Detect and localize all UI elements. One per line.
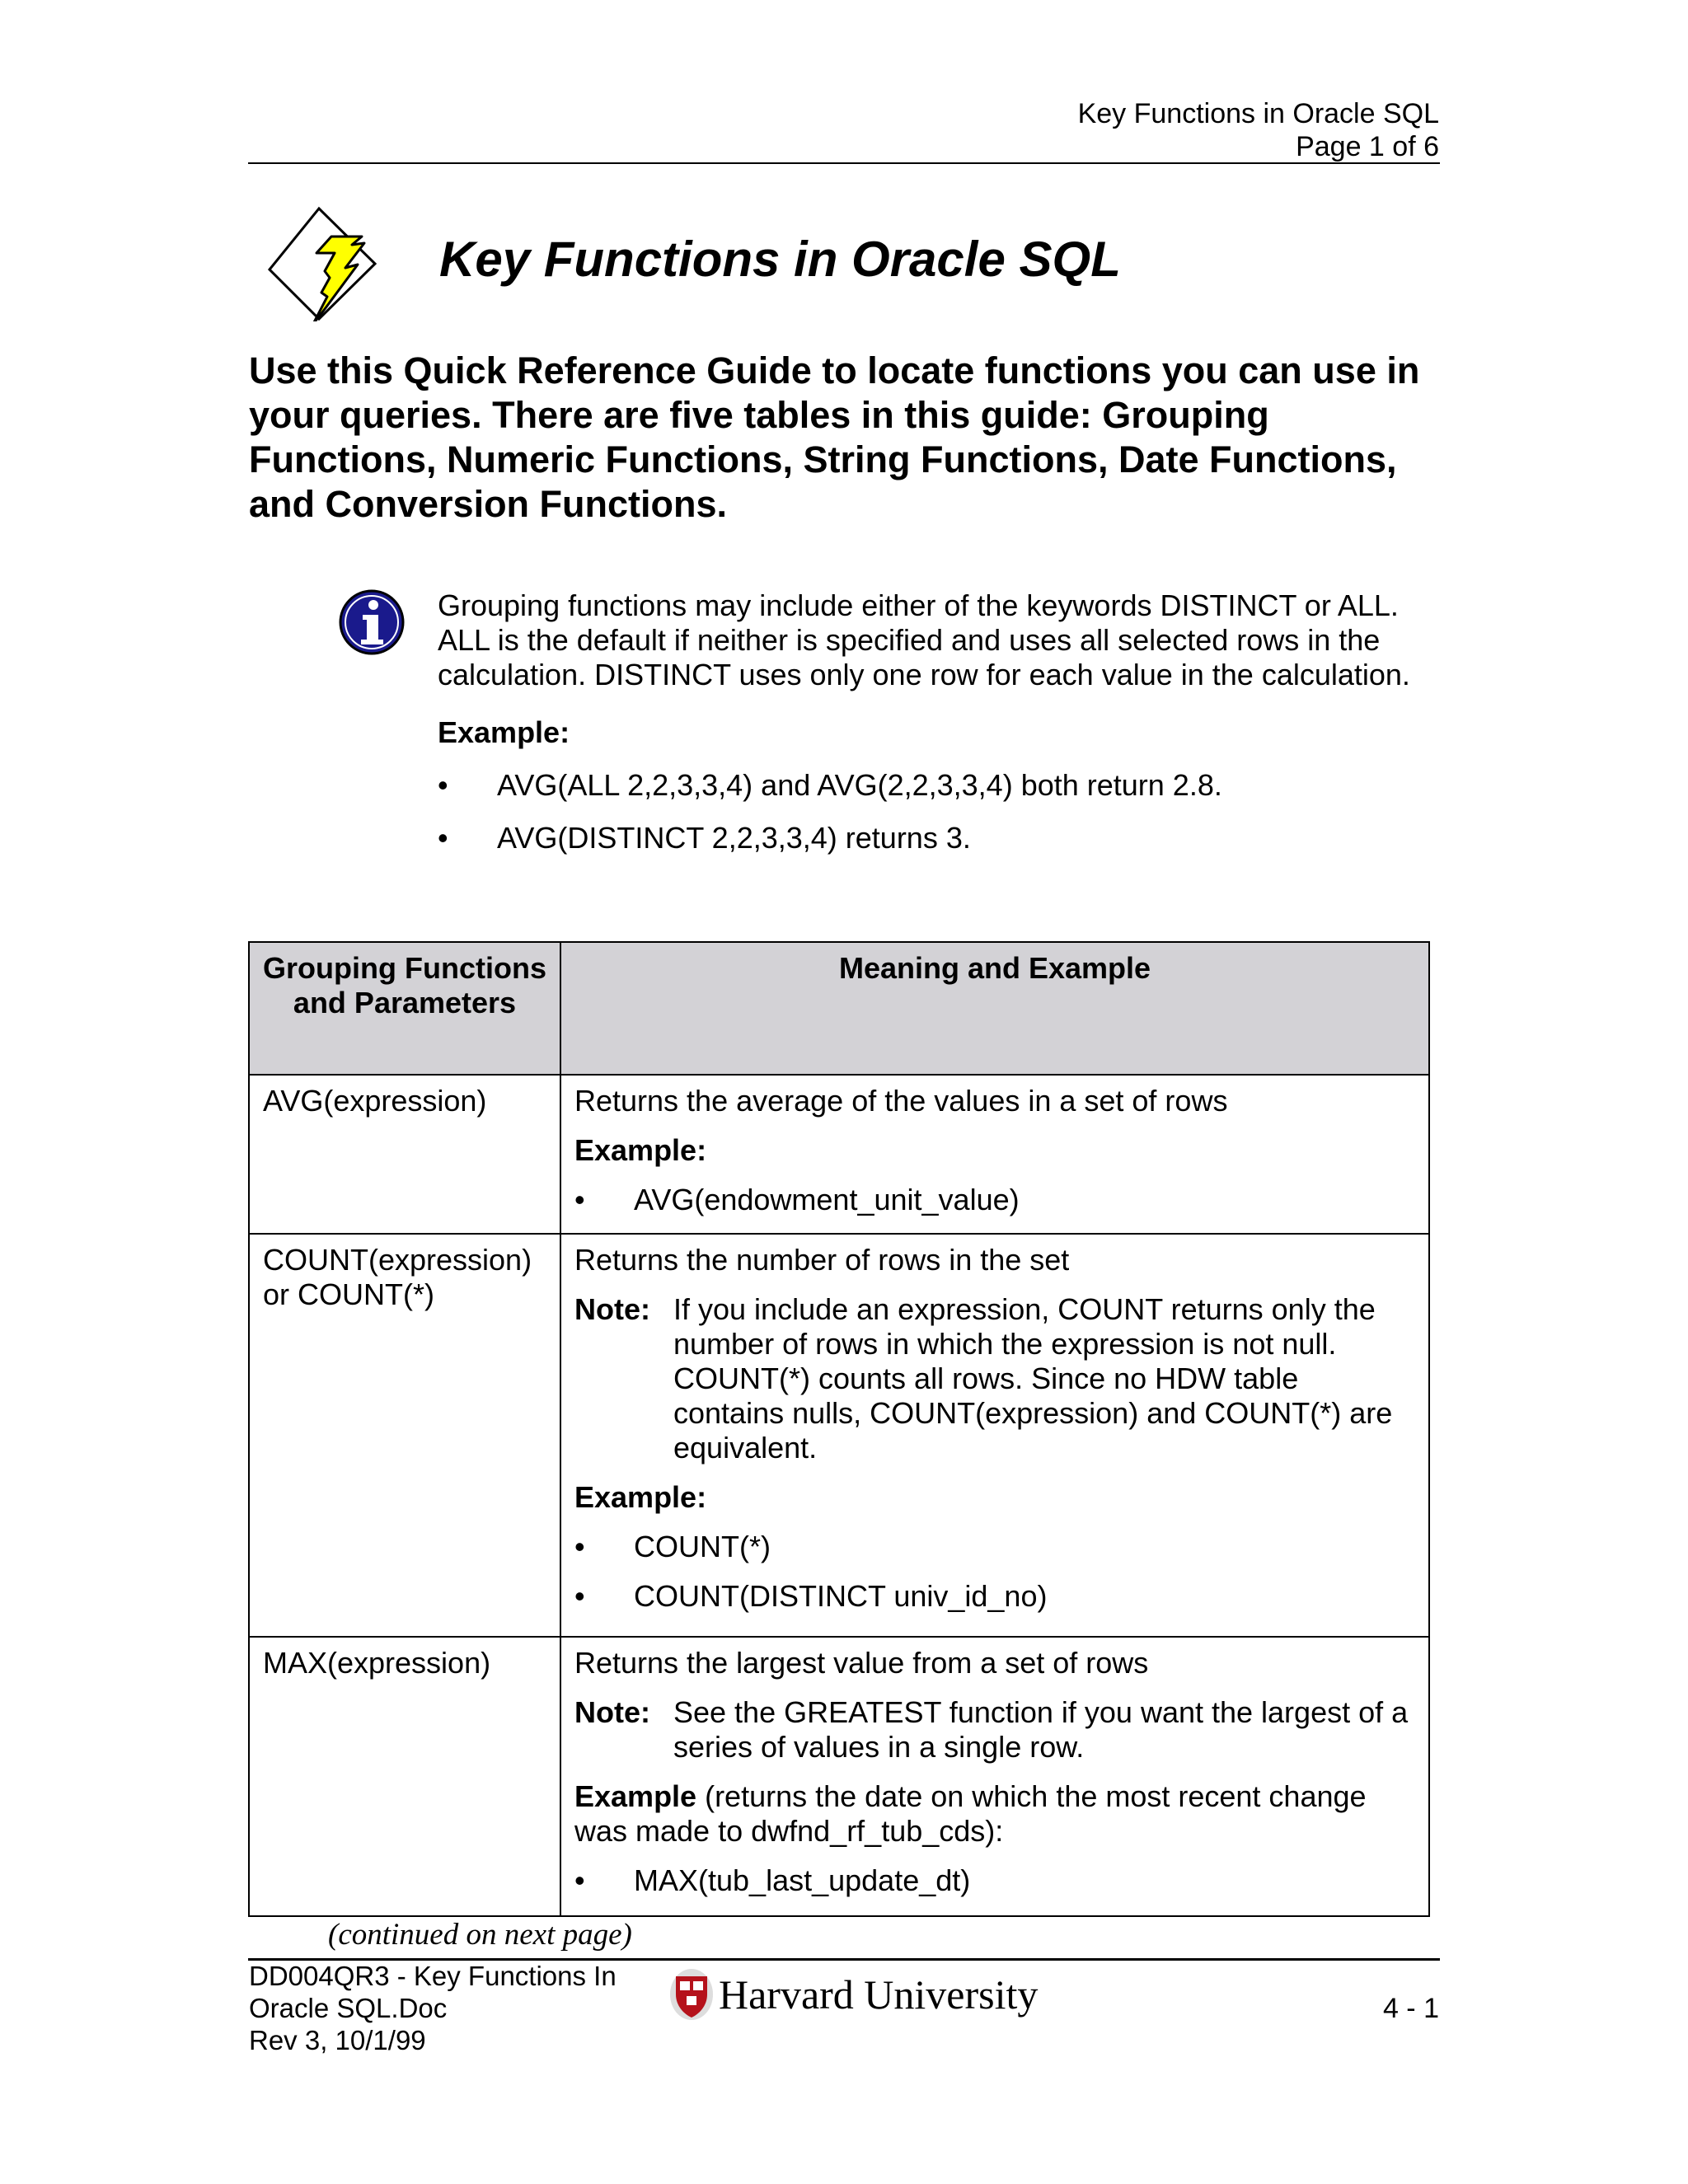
- function-name: COUNT(expression) or COUNT(*): [249, 1234, 560, 1637]
- page-number: 4 - 1: [1382, 1993, 1439, 2024]
- table-row: [249, 1075, 1429, 1234]
- header-title: Key Functions in Oracle SQL: [1077, 98, 1439, 129]
- harvard-shield-icon: [669, 1968, 714, 2021]
- bullet-text: AVG(ALL 2,2,3,3,4) and AVG(2,2,3,3,4) both return 2.8.: [497, 768, 1222, 802]
- running-header: [1078, 97, 1439, 163]
- function-name: MAX(expression): [249, 1637, 560, 1916]
- lightning-bolt-icon: [265, 202, 389, 321]
- note: [574, 1292, 1415, 1465]
- harvard-logo: [669, 1968, 1038, 2021]
- page-title: Key Functions in Oracle SQL: [439, 232, 1121, 287]
- example-label: Example:: [574, 1133, 707, 1167]
- meaning: Returns the number of rows in the set: [574, 1243, 1070, 1277]
- table-row: [249, 1234, 1429, 1637]
- note-text: If you include an expression, COUNT returns only the number of rows in which the expression is not null. COUNT(*) counts all rows. Since no HDW table contains nulls, COUNT(expression) and COUNT(*) are equivalent.: [673, 1292, 1393, 1465]
- note: [574, 1695, 1415, 1765]
- note-label: Note:: [574, 1292, 650, 1326]
- info-note: [438, 588, 1451, 855]
- bullet-text: MAX(tub_last_update_dt): [634, 1863, 971, 1897]
- note-text: See the GREATEST function if you want the largest of a series of values in a single row.: [673, 1695, 1409, 1764]
- bullet-text: COUNT(DISTINCT univ_id_no): [634, 1579, 1048, 1613]
- column-header: Grouping Functions and Parameters: [249, 942, 560, 1075]
- list-item: • MAX(tub_last_update_dt): [574, 1863, 971, 1897]
- info-icon: [338, 588, 406, 656]
- footer-doc-name-cont: Oracle SQL.Doc: [249, 1993, 448, 2023]
- bullet-text: AVG(DISTINCT 2,2,3,3,4) returns 3.: [497, 821, 971, 855]
- example-description: (returns the date on which the most recent change was made to dwfnd_rf_tub_cds):: [574, 1779, 1367, 1848]
- function-name: AVG(expression): [249, 1075, 560, 1234]
- grouping-functions-table: [248, 941, 1430, 1917]
- note-text: Grouping functions may include either of the keywords DISTINCT or ALL. ALL is the default if neither is specified and uses all selected rows in the calculation. DISTINCT uses only one row for each value in the calculation.: [438, 588, 1410, 691]
- footer-doc-name: DD004QR3 - Key Functions In: [249, 1961, 617, 1991]
- note-example-label: Example:: [438, 715, 570, 749]
- header-page: Page 1 of 6: [1296, 131, 1439, 162]
- bullet-text: COUNT(*): [634, 1530, 771, 1563]
- org-name: Harvard University: [719, 1971, 1039, 2018]
- footer-doc-info: [249, 1960, 617, 2056]
- list-item: • COUNT(*): [574, 1530, 771, 1563]
- intro-paragraph: Use this Quick Reference Guide to locate functions you can use in your queries. There are five tables in this guide: Grouping Functions, Numeric Functions, String Functions, Date Functions, and Conversion Functions.: [249, 349, 1420, 525]
- list-item: • AVG(endowment_unit_value): [574, 1183, 1020, 1216]
- list-item: • COUNT(DISTINCT univ_id_no): [574, 1579, 1048, 1613]
- meaning: Returns the average of the values in a set of rows: [574, 1084, 1228, 1118]
- continued-note: (continued on next page): [328, 1918, 632, 1952]
- note-label: Note:: [574, 1695, 650, 1729]
- example-label: Example: [574, 1779, 697, 1813]
- footer-revision: Rev 3, 10/1/99: [249, 2025, 426, 2055]
- list-item: • AVG(DISTINCT 2,2,3,3,4) returns 3.: [438, 821, 971, 855]
- bullet-text: AVG(endowment_unit_value): [634, 1183, 1020, 1216]
- table-row: [249, 1637, 1429, 1916]
- example-label: Example:: [574, 1480, 707, 1514]
- header-rule: [248, 162, 1440, 164]
- list-item: • AVG(ALL 2,2,3,3,4) and AVG(2,2,3,3,4) both return 2.8.: [438, 768, 1222, 802]
- meaning: Returns the largest value from a set of rows: [574, 1646, 1149, 1680]
- column-header: Meaning and Example: [560, 942, 1429, 1075]
